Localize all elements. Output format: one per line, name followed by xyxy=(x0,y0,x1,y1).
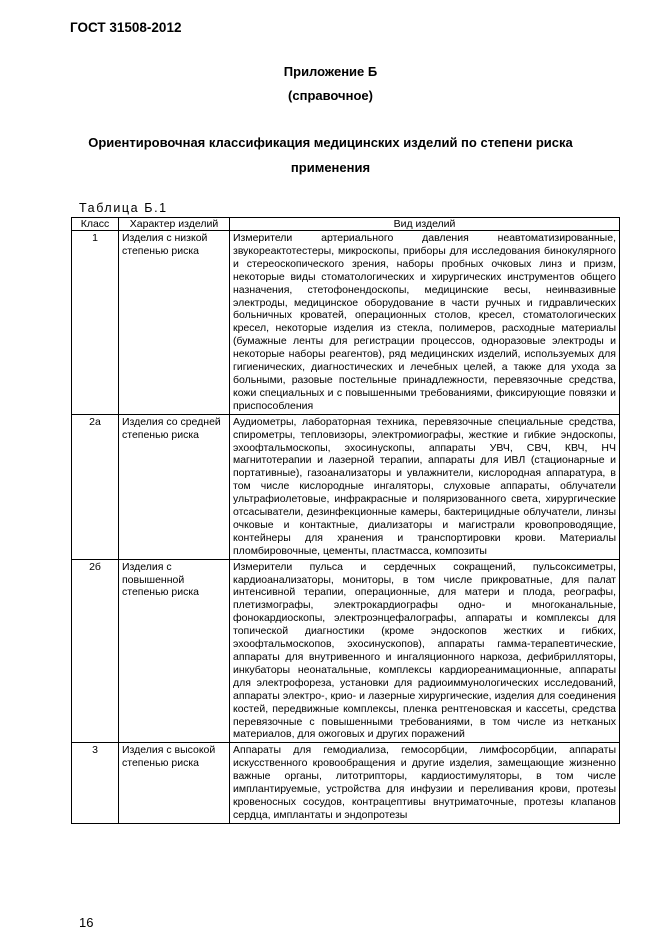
table-row xyxy=(72,743,620,823)
table-row xyxy=(72,231,620,415)
cell-class: 2б xyxy=(72,559,119,743)
appendix-subtitle: (справочное) xyxy=(288,88,373,103)
cell-nature: Изделия с высокой степенью риска xyxy=(119,743,230,823)
column-header-nature: Характер изделий xyxy=(119,218,230,231)
table-caption: Таблица Б.1 xyxy=(79,201,168,215)
document-title-line-2: применения xyxy=(290,160,371,175)
table-header-row xyxy=(72,218,620,231)
cell-class: 2а xyxy=(72,414,119,559)
column-header-class: Класс xyxy=(72,218,119,231)
table-row xyxy=(72,414,620,559)
cell-kinds: Аудиометры, лабораторная техника, перевязочные специальные средства, спирометры, тепловизоры, электромиографы, жесткие и гибкие эндоскопы, эхоофтальмоскопы, эхосинускопы, аппараты УВЧ, СВЧ, КВЧ, НЧ магнитотерапии и лазерной терапии, аппараты для ИВЛ (стационарные и портативные), газоанализаторы и увлажнители, кислородная аппаратура, в том числе кислородные ингаляторы, слуховые аппараты, облучатели ультрафиолетовые, инфракрасные и поляризованного света, хирургические отсасыватели, дезинфекционные камеры, бактерицидные облучатели, линзы очковые и контактные, диализаторы и магистрали кровопроводящие, контейнеры для хранения и транспортировки крови. Материалы пломбировочные, цементы, пластмасса, композиты xyxy=(230,414,620,559)
cell-class: 1 xyxy=(72,231,119,415)
page-number: 16 xyxy=(79,915,94,930)
cell-nature: Изделия с повышенной степенью риска xyxy=(119,559,230,743)
column-header-kinds: Вид изделий xyxy=(230,218,620,231)
cell-nature: Изделия со средней степенью риска xyxy=(119,414,230,559)
cell-kinds: Измерители пульса и сердечных сокращений, пульсоксиметры, кардиоанализаторы, мониторы, в том числе прикроватные, для палат интенсивной терапии, операционные, для матери и плода, реографы, плетизмографы, электрокардиографы одно- и многоканальные, фонокардиоскопы, электроэнцефалографы, аппараты и комплексы для топической диагностики (кроме эндоскопов жестких и гибких, эхоофтальмоскопов, эхосинускопов), аппараты гамма-терапевтические, аппараты для внутривенного и ингаляционного наркоза, дефибрилляторы, инкубаторы неонатальные, комплексы кардиореанимационные, аппараты для электрофореза, установки для радиоиммунологических исследований, аппараты электро-, крио- и лазерные хирургические, изделия для соединения костей, передвижные комплексы, пленка рентгеновская и кассеты, средства перевязочные с повышенными требованиями, в том числе из нетканых материалов, для ожоговых и других поражений xyxy=(230,559,620,743)
table-row xyxy=(72,559,620,743)
cell-kinds: Измерители артериального давления неавтоматизированные, звукореактотестеры, микроскопы, приборы для исследования бинокулярного и стереоскопического зрения, наборы пробных очковых линз и призм, некоторые виды стоматологических и хирургических инструментов общего назначения, стетофонендоскопы, медицинские весы, неинвазивные электроды, медицинское оборудование в части ручных и гидравлических больничных кроватей, операционных столов, кресел, стоматологических кресел, некоторые изделия из стекла, полимеров, расходные материалы (бумажные ленты для регистрации процессов, одноразовые электроды и некоторые наборы реагентов), ряд медицинских изделий, используемых для гигиенических, диагностических и лечебных целей, а также для ухода за больными, разовые постельные принадлежности, перевязочные средства, кожи специальных и с повышенными требованиями, фиксирующие повязки и приспособления xyxy=(230,231,620,415)
standard-header: ГОСТ 31508-2012 xyxy=(70,20,182,35)
cell-class: 3 xyxy=(72,743,119,823)
document-title-line-1: Ориентировочная классификация медицинских изделий по степени риска xyxy=(88,135,573,150)
cell-nature: Изделия с низкой степенью риска xyxy=(119,231,230,415)
appendix-title: Приложение Б xyxy=(283,64,378,79)
cell-kinds: Аппараты для гемодиализа, гемосорбции, лимфосорбции, аппараты искусственного кровообращения и другие изделия, замещающие жизненно важные органы, литотрипторы, кардиостимуляторы, в том числе имплантируемые, устройства для инфузии и переливания крови, протезы кровеносных сосудов, контрацептивы внутриматочные, протезы клапанов сердца, имплантаты и эндопротезы xyxy=(230,743,620,823)
classification-table xyxy=(71,217,620,824)
document-title xyxy=(0,130,661,180)
